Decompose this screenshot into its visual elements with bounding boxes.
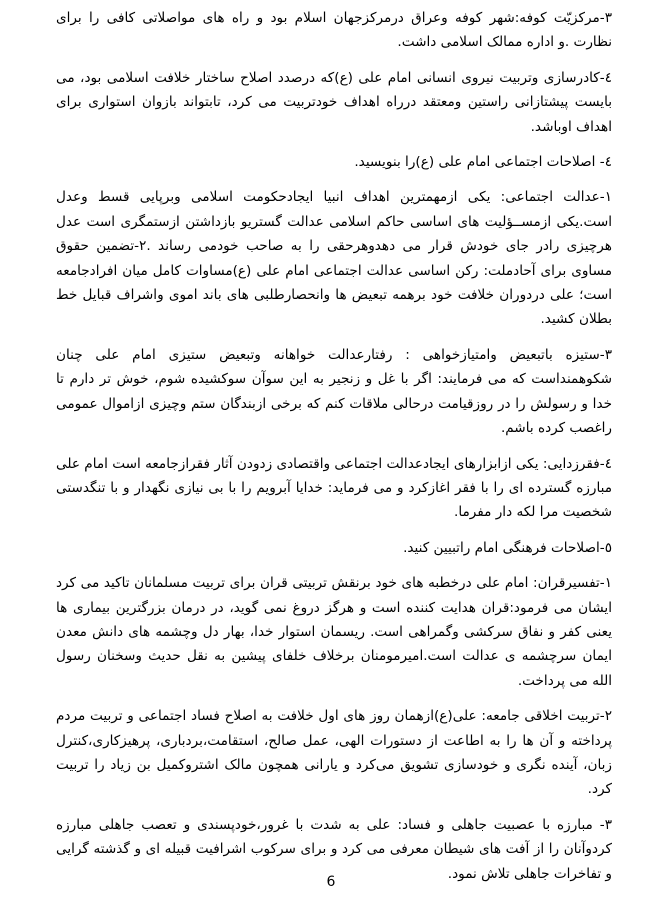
paragraph-poverty-eradication: ٤-فقرزدایی: یکی ازابزارهای ایجادعدالت اجتماعی واقتصادی زدودن آثار فقرازجامعه است امام علی مبارزه گسترده ای را با فقر اغازکرد و می فرماید: خدایا آبرویم را با بی نیازی نگهدار و با تنگدستی شخصیت مرا لکه دار مفرما. [56,455,612,521]
paragraph-kufa-centrality: ٣-مرکزیّت کوفه:شهر کوفه وعراق درمرکزجهان اسلام بود و راه های مواصلاتی کافی را برای نظارت .و اداره ممالک اسلامی داشت. [56,10,612,51]
question-cultural-reforms: ٥-اصلاحات فرهنگی امام راتبیین کنید. [403,539,612,556]
paragraph-anti-discrimination: ٣-ستیزه باتبعیض وامتیازخواهی : رفتارعدالت خواهانه وتبعیض ستیزی امام علی چنان شکوهمنداست که می فرمایند: اگر با غل و زنجیر به این سوآن سوکشیده شوم، خوش تر دارم تا خدا و رسولش را در روزقیامت درحالی ملاقات کنم که برخی ازبندگان ستم وچیزی ازاموال عمومی راغصب کرده باشم. [56,346,612,437]
page-number: 6 [326,874,336,890]
paragraph-cadre-building: ٤-کادرسازی وتربیت نیروی انسانی امام علی (ع)که درصدد اصلاح ساختار خلافت اسلامی بود، می بایست پیشتازانی راستین ومعتقد درراه اهداف خودتربیت می کرد، تابتواند بازوان استواری برای اهداف اوباشد. [56,69,612,135]
question-social-reforms: ٤- اصلاحات اجتماعی امام علی (ع)را بنویسید. [354,154,612,171]
page-body [56,6,612,897]
paragraph-fighting-ignorance: ٣- مبارزه با عصبیت جاهلی و فساد: علی به شدت با غرور،خودپسندی و تعصب جاهلی مبارزه کردوآنان را از آفت های شیطان معرفی می کرد و برای سرکوب اشرافیت قبیله ای و گذشته گرایی و تفاخرات جاهلی تلاش نمود. [56,816,612,882]
paragraph-moral-education: ٢-تربیت اخلاقی جامعه: علی(ع)ازهمان روز های اول خلافت به اصلاح فساد اجتماعی و تربیت مردم پرداخته و آن ها را به اطاعت از دستورات الهی، عمل صالح، استقامت،بردباری، پرهیزکاری،کنترل زبان، آینده نگری و خودسازی تشویق می‌کرد و یارانی همچون مالک اشتروکمیل بن زیاد را تربیت کرد. [56,708,612,798]
paragraph-social-justice: ١-عدالت اجتماعی: یکی ازمهمترین اهداف انبیا ایجادحکومت اسلامی وبرپایی قسط وعدل است.یکی ازمســؤلیت های اساسی حاکم اسلامی عدالت گستریو بازداشتن ازستمگری است عدل هرچیزی رادر جای خودش قرار می دهدوهرحقی را به صاحب خودمی رساند .٢-تضمین حقوق مساوی برای آحادملت: رکن اساسی عدالت اجتماعی امام علی (ع)مساوات کامل میان افرادجامعه است؛ علی دردوران خلافت خود برهمه تبعیض ها وانحصارطلبی های باند اموی واشراف قبایل خط بطلان کشید. [56,189,612,328]
paragraph-quran-interpretation: ١-تفسیرقران: امام علی درخطبه های خود برنقش تربیتی قران برای تربیت مسلمانان تاکید می کرد ایشان می فرمود:قران هدایت کننده است و هرگز دروغ نمی گوید، در درمان بزرگترین بیماری ها یعنی کفر و نفاق سرکشی وگمراهی است. ریسمان استوار خدا، بهار دل وچشمه های دانش معدن ایمان سرچشمه ی عدالت است.امیرمومنان برخلاف خلفای پیشین به نقل حدیث وسخنان رسول الله می پرداخت. [56,575,612,689]
